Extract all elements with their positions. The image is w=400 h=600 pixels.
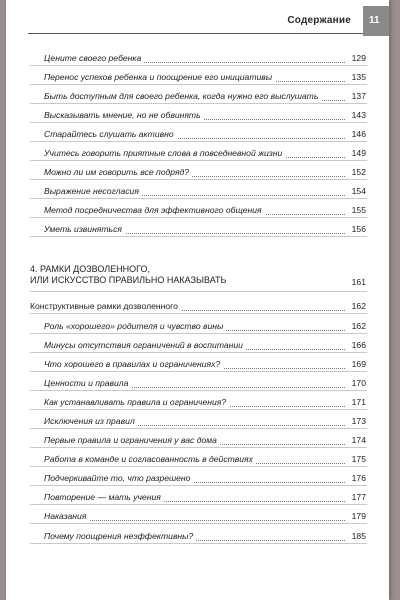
toc-entry-page: 149 — [348, 148, 366, 158]
toc-entry-label: Работа в команде и согласованность в действиях — [44, 454, 256, 464]
toc-entry-page: 166 — [348, 340, 366, 350]
toc-entry-label: Первые правила и ограничения у вас дома — [44, 435, 220, 445]
toc-entry-label: Повторение — мать учения — [44, 492, 164, 502]
toc-entry-label: Уметь извиняться — [44, 224, 125, 234]
row-rule — [30, 485, 367, 486]
row-rule — [30, 352, 367, 353]
toc-entry-page: 179 — [348, 511, 366, 521]
toc-entry-label: Выражение несогласия — [44, 186, 142, 196]
toc-entry-page: 185 — [348, 531, 366, 541]
toc-entry-label: Минусы отсутствия ограничений в воспитании — [44, 340, 246, 350]
toc-entry-page: 155 — [348, 205, 366, 215]
chapter-heading-line-2: ИЛИ ИСКУССТВО ПРАВИЛЬНО НАКАЗЫВАТЬ — [30, 275, 227, 285]
toc-entry-page: 146 — [348, 129, 366, 139]
toc-entry[interactable] — [6, 508, 389, 524]
toc-entry-label: Как устанавливать правила и ограничения? — [44, 397, 229, 407]
toc-entry[interactable] — [6, 50, 389, 66]
row-rule — [30, 313, 367, 314]
toc-subsection-label: Конструктивные рамки дозволенного — [30, 301, 181, 311]
running-head-title: Содержание — [287, 15, 351, 26]
row-rule — [30, 390, 367, 391]
row-rule — [30, 333, 367, 334]
row-rule — [30, 103, 367, 104]
row-rule — [30, 409, 367, 410]
row-rule — [30, 504, 367, 505]
toc-entry[interactable] — [6, 489, 389, 505]
toc-entry[interactable] — [6, 126, 389, 142]
toc-entry-page: 177 — [348, 492, 366, 502]
row-rule — [30, 65, 367, 66]
page-number-tab: 11 — [363, 6, 389, 36]
chapter-page: 161 — [351, 277, 366, 287]
toc-entry[interactable] — [6, 470, 389, 486]
row-rule — [30, 428, 367, 429]
chapter-heading-line-1: 4. РАМКИ ДОЗВОЛЕННОГО, — [30, 264, 151, 274]
toc-entry-label: Старайтесь слушать активно — [44, 129, 177, 139]
toc-entry-page: 176 — [348, 473, 366, 483]
toc-entry-page: 171 — [348, 397, 366, 407]
toc-entry-label: Метод посредничества для эффективного общения — [44, 205, 265, 215]
row-rule — [30, 160, 367, 161]
row-rule — [30, 217, 367, 218]
toc-entry-page: 175 — [348, 454, 366, 464]
toc-entry[interactable] — [6, 528, 389, 544]
toc-entry-label: Подчеркивайте то, что разрешено — [44, 473, 193, 483]
toc-entry-label: Быть доступным для своего ребенка, когда нужно его выслушать — [44, 91, 321, 101]
row-rule — [30, 141, 367, 142]
row-rule — [30, 122, 367, 123]
chapter-rule — [30, 291, 367, 292]
running-head-rule — [28, 33, 367, 34]
toc-entry[interactable] — [6, 69, 389, 85]
toc-subsection[interactable] — [6, 298, 389, 314]
toc-entry-label: Наказания — [44, 511, 89, 521]
toc-entry-page: 137 — [348, 91, 366, 101]
toc-entry[interactable] — [6, 145, 389, 161]
row-rule — [30, 466, 367, 467]
toc-entry-page: 135 — [348, 72, 366, 82]
book-page — [6, 0, 389, 600]
toc-entry[interactable] — [6, 356, 389, 372]
toc-entry-label: Можно ли им говорить все подряд? — [44, 167, 192, 177]
row-rule — [30, 371, 367, 372]
toc-entry-label: Цените своего ребенка — [44, 53, 144, 63]
toc-entry[interactable] — [6, 221, 389, 237]
toc-entry[interactable] — [6, 183, 389, 199]
toc-entry[interactable] — [6, 107, 389, 123]
toc-entry[interactable] — [6, 432, 389, 448]
toc-entry-page: 174 — [348, 435, 366, 445]
toc-entry-label: Что хорошего в правилах и ограничениях? — [44, 359, 223, 369]
toc-entry-label: Перенос успехов ребенка и поощрение его инициативы — [44, 72, 275, 82]
toc-entry-page: 156 — [348, 224, 366, 234]
toc-entry[interactable] — [6, 337, 389, 353]
toc-entry-label: Роль «хорошего» родителя и чувство вины — [44, 321, 226, 331]
toc-entry[interactable] — [6, 394, 389, 410]
toc-entry-label: Исключения из правил — [44, 416, 138, 426]
row-rule — [30, 179, 367, 180]
toc-entry-page: 173 — [348, 416, 366, 426]
toc-entry-page: 152 — [348, 167, 366, 177]
toc-entry[interactable] — [6, 88, 389, 104]
toc-entry[interactable] — [6, 202, 389, 218]
toc-entry[interactable] — [6, 375, 389, 391]
toc-entry-label: Учитесь говорить приятные слова в повседневной жизни — [44, 148, 285, 158]
row-rule — [30, 84, 367, 85]
toc-entry-page: 143 — [348, 110, 366, 120]
row-rule — [30, 447, 367, 448]
chapter-heading[interactable] — [30, 264, 370, 286]
toc-entry-page: 154 — [348, 186, 366, 196]
toc-entry[interactable] — [6, 451, 389, 467]
toc-entry-label: Ценности и правила — [44, 378, 131, 388]
running-head — [6, 0, 389, 38]
toc-entry-page: 129 — [348, 53, 366, 63]
row-rule — [30, 543, 367, 544]
toc-entry-label: Почему поощрения неэффективны? — [44, 531, 196, 541]
toc-entry-page: 170 — [348, 378, 366, 388]
toc-entry[interactable] — [6, 164, 389, 180]
row-rule — [30, 523, 367, 524]
toc-entry-page: 162 — [348, 321, 366, 331]
toc-entry-label: Высказывать мнение, но не обвинять — [44, 110, 204, 120]
toc-entry[interactable] — [6, 413, 389, 429]
row-rule — [30, 198, 367, 199]
toc-entry[interactable] — [6, 318, 389, 334]
toc-subsection-page: 162 — [348, 301, 366, 311]
toc-entry-page: 169 — [348, 359, 366, 369]
row-rule — [30, 236, 367, 237]
